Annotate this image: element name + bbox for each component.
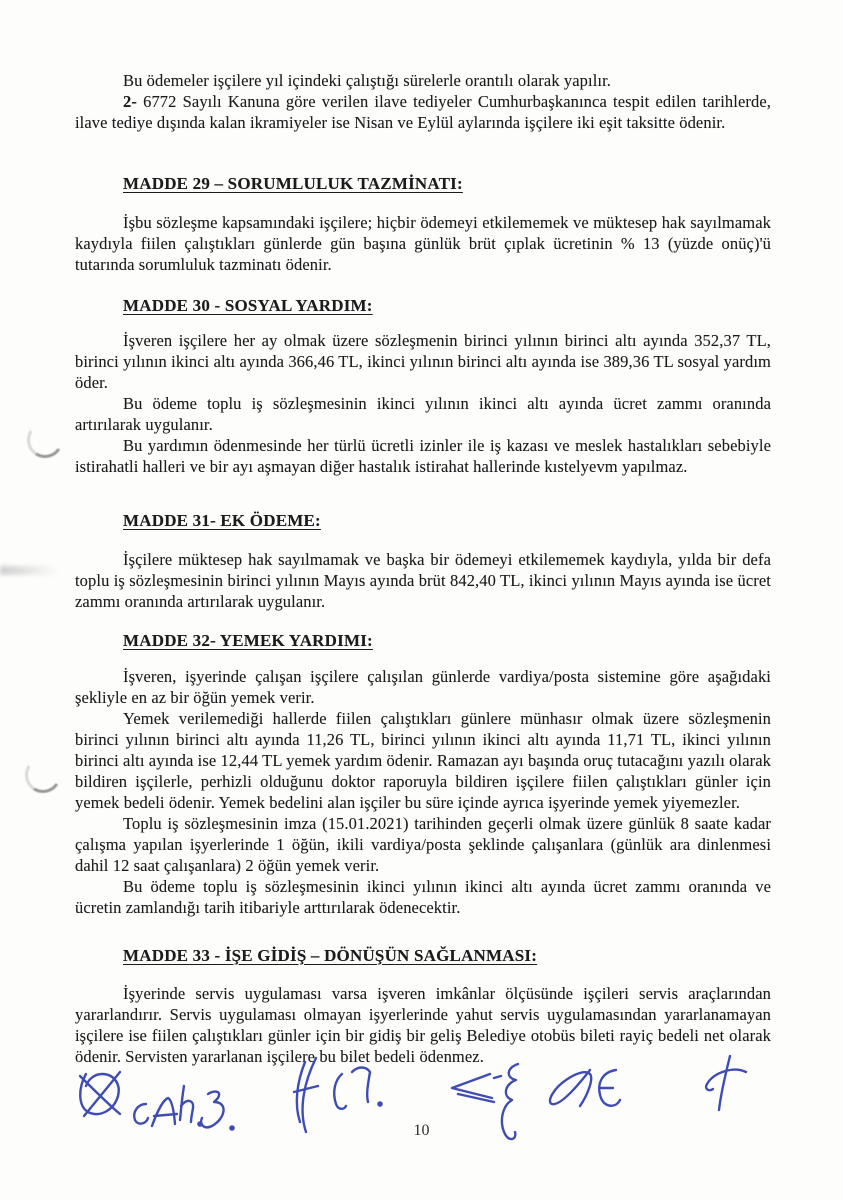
paragraph: Bu yardımın ödenmesinde her türlü ücretli izinler ile iş kazası ve meslek hastalıkları sebebiyle istirahatli halleri ve bir ayı aşmayan diğer hastalık istirahat hallerinde kıstelyevm yapılmaz. — [75, 436, 771, 476]
section-heading-madde-33: MADDE 33 - İŞE GİDİŞ – DÖNÜŞÜN SAĞLANMASI: — [123, 946, 538, 965]
section-heading-madde-32: MADDE 32- YEMEK YARDIMI: — [123, 631, 373, 650]
paragraph: Bu ödeme toplu iş sözleşmesinin ikinci yılının ikinci altı ayında ücret zammı oranında artırılarak uygulanır. — [75, 394, 771, 434]
section-body-madde-30 — [75, 330, 771, 477]
section-body-madde-29 — [75, 212, 771, 275]
section-heading-madde-29: MADDE 29 – SORUMLULUK TAZMİNATI: — [123, 174, 463, 193]
paragraph: İşbu sözleşme kapsamındaki işçilere; hiçbir ödemeyi etkilememek ve müktesep hak sayılmamak kaydıyla fiilen çalıştıkları günlerde gün başına günlük brüt çıplak ücretinin % 13 (yüzde onüç)'ü tutarında sorumluluk tazminatı ödenir. — [75, 213, 771, 274]
paragraph: İşveren işçilere her ay olmak üzere sözleşmenin birinci yılının birinci altı ayında 352,37 TL, birinci yılının ikinci altı ayında 366,46 TL, ikinci yılının birinci altı ayında ise 389,36 TL sosyal yardım öder. — [75, 331, 771, 392]
section-heading-block — [75, 511, 771, 531]
section-heading-madde-30: MADDE 30 - SOSYAL YARDIM: — [123, 296, 373, 315]
section-body-madde-33 — [75, 983, 771, 1067]
paragraph: Toplu iş sözleşmesinin imza (15.01.2021) tarihinden geçerli olmak üzere günlük 8 saate kadar çalışma yapılan işyerlerinde 1 öğün, ikili vardiya/posta şeklinde çalışanlara (günlük ara dinlenmesi dahil 12 saat çalışanlara) 2 öğün yemek verir. — [75, 814, 771, 875]
section-body-madde-32 — [75, 666, 771, 918]
hole-punch-mark — [22, 754, 65, 797]
scan-smudge — [0, 566, 58, 575]
page-number: 10 — [413, 1122, 430, 1139]
paragraph: İşyerinde servis uygulaması varsa işveren imkânlar ölçüsünde işçileri servis araçlarından yararlandırır. Servis uygulaması olmayan işyerlerinde yahut servis uygulamasından yararlanamayan işçilere ise fiilen çalıştıkları günler için bir gidiş bir geliş Belediye otobüs bileti rayiç bedeli net olarak ödenir. Servisten yararlanan işçilere bu bilet bedeli ödenmez. — [75, 984, 771, 1066]
paragraph: Bu ödemeler işçilere yıl içindeki çalıştığı sürelerle orantılı olarak yapılır. — [123, 71, 611, 90]
section-heading-block — [75, 946, 771, 966]
paragraph: Yemek verilemediği hallerde fiilen çalıştıkları günlere münhasır olmak üzere sözleşmenin birinci yılının birinci altı ayında 11,26 TL, birinci yılının ikinci altı ayında 11,71 TL, ikinci yılının birinci altı ayında ise 12,44 TL yemek yardım ödenir. Ramazan ayı başında oruç tutacağını yazılı olarak bildiren işçilerle, perhizli olduğunu doktor raporuyla bildiren işçilere fiilen çalıştıkları günler için yemek bedeli ödenir. Yemek bedelini alan işçiler bu süre içinde ayrıca işyerinde yemek yiyemezler. — [75, 709, 771, 812]
paragraph: Bu ödeme toplu iş sözleşmesinin ikinci yılının ikinci altı ayında ücret zammı oranında ve ücretin zamlandığı tarih itibariyle arttırılarak ödenecektir. — [75, 877, 771, 917]
hole-punch-mark — [24, 419, 67, 462]
section-heading-block — [75, 174, 771, 194]
section-heading-madde-31: MADDE 31- EK ÖDEME: — [123, 511, 321, 530]
section-heading-block — [75, 631, 771, 651]
paragraph: İşçilere müktesep hak sayılmamak ve başka bir ödemeyi etkilememek kaydıyla, yılda bir defa toplu iş sözleşmesinin birinci yılının Mayıs ayında brüt 842,40 TL, ikinci yılının Mayıs ayında ise ücret zammı oranında artırılarak uygulanır. — [75, 550, 771, 611]
item-number: 2- — [123, 92, 137, 111]
intro-block — [75, 70, 771, 133]
section-body-madde-31 — [75, 549, 771, 612]
section-heading-block — [75, 296, 771, 316]
paragraph-text: 6772 Sayılı Kanuna göre verilen ilave tediyeler Cumhurbaşkanınca tespit edilen tarihlerde, ilave tediye dışında kalan ikramiyeler ise Nisan ve Eylül aylarında işçilere iki eşit taksitte ödenir. — [75, 92, 771, 132]
signature-ink-marks — [0, 1048, 843, 1180]
paragraph — [75, 91, 771, 133]
paragraph: İşveren, işyerinde çalışan işçilere çalışılan günlerde vardiya/posta sistemine göre aşağıdaki şekliyle en az bir öğün yemek verir. — [75, 667, 771, 707]
